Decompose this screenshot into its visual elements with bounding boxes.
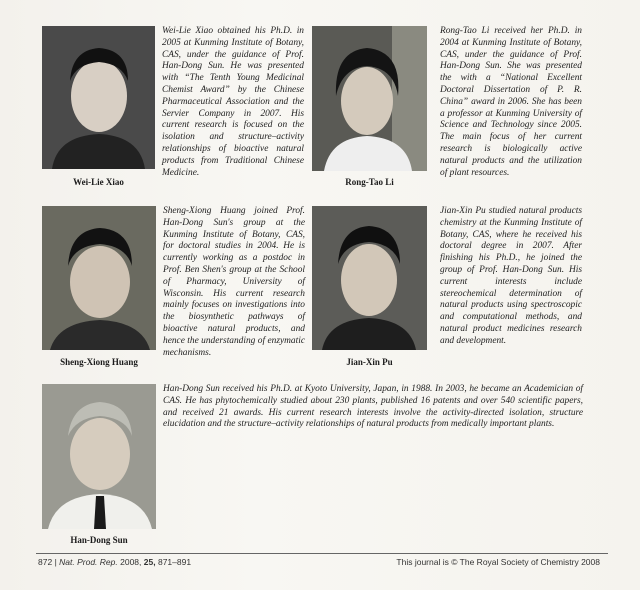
portrait-rong-tao-li — [312, 26, 427, 171]
person-photo-icon — [312, 26, 427, 171]
bio-rong-tao-li: Rong-Tao Li received her Ph.D. in 2004 at Kunming Institute of Botany, CAS, under the guidance of Prof. Han-Dong Sun. She was presented the with a “National Excellent Doctoral Dissertation of P. R. China” award in 2006. She has been a professor at Kunming University of Science and Technology since 2005. The main focus of her current research is biologically active natural products and the utilization of plant resources. — [440, 26, 582, 178]
portrait-sheng-xiong-huang — [42, 206, 156, 350]
person-photo-icon — [42, 26, 155, 169]
bio-jian-xin-pu: Jian-Xin Pu studied natural products chemistry at the Kunming Institute of Botany, CAS, where he received his doctoral degree in 2007. After finishing his Ph.D., he joined the group of Prof. Han-Dong Sun. His current interests include stereochemical determination of natural products using spectroscopic and computational methods, and natural product medicines research and development. — [440, 206, 582, 346]
footer-citation: 872 | Nat. Prod. Rep. 2008, 25, 871–891 — [38, 557, 192, 567]
portrait-wei-lie-xiao — [42, 26, 155, 169]
bio-han-dong-sun: Han-Dong Sun received his Ph.D. at Kyoto University, Japan, in 1988. In 2003, he became an Academician of CAS. He has phytochemically studied about 230 plants, published 16 patents and over 540 scientific papers, and received 21 awards. His current research interests involve the activity-directed isolation, structure elucidation and the structure–activity relationships of natural products from medically important plants. — [163, 384, 583, 430]
footer-copyright: This journal is © The Royal Society of Chemistry 2008 — [396, 557, 600, 567]
caption-sheng-xiong-huang: Sheng-Xiong Huang — [60, 357, 138, 367]
footer-year: 2008, — [120, 557, 142, 567]
person-photo-icon — [312, 206, 427, 350]
footer-volume: 25, — [143, 557, 156, 567]
person-photo-icon — [42, 384, 156, 529]
footer-rule — [36, 553, 608, 554]
person-photo-icon — [42, 206, 156, 350]
portrait-jian-xin-pu — [312, 206, 427, 350]
footer-journal: Nat. Prod. Rep. — [59, 557, 118, 567]
footer-page-number: 872 — [38, 557, 53, 567]
portrait-han-dong-sun — [42, 384, 156, 529]
bio-wei-lie-xiao: Wei-Lie Xiao obtained his Ph.D. in 2005 at Kunming Institute of Botany, CAS, under the guidance of Prof. Han-Dong Sun. He was presented with “The Tenth Young Medicinal Chemist Award” by the Chinese Pharmaceutical Association and the Servier Company in 2007. His current research is focused on the isolation and structure–activity relationships of bioactive natural products from Traditional Chinese Medicine. — [162, 26, 304, 178]
caption-rong-tao-li: Rong-Tao Li — [345, 177, 394, 187]
caption-han-dong-sun: Han-Dong Sun — [70, 535, 128, 545]
caption-jian-xin-pu: Jian-Xin Pu — [346, 357, 393, 367]
bio-sheng-xiong-huang: Sheng-Xiong Huang joined Prof. Han-Dong Sun's group at the Kunming Institute of Botany, CAS, for doctoral studies in 2004. He is currently working as a postdoc in Prof. Ben Shen's group at the School of Pharmacy, University of Wisconsin. His current research mainly focuses on investigations into the biosynthetic pathways of bioactive natural products, and hence the understanding of enzymatic mechanisms. — [163, 206, 305, 358]
footer-pages: 871–891 — [157, 557, 192, 567]
caption-wei-lie-xiao: Wei-Lie Xiao — [73, 177, 124, 187]
